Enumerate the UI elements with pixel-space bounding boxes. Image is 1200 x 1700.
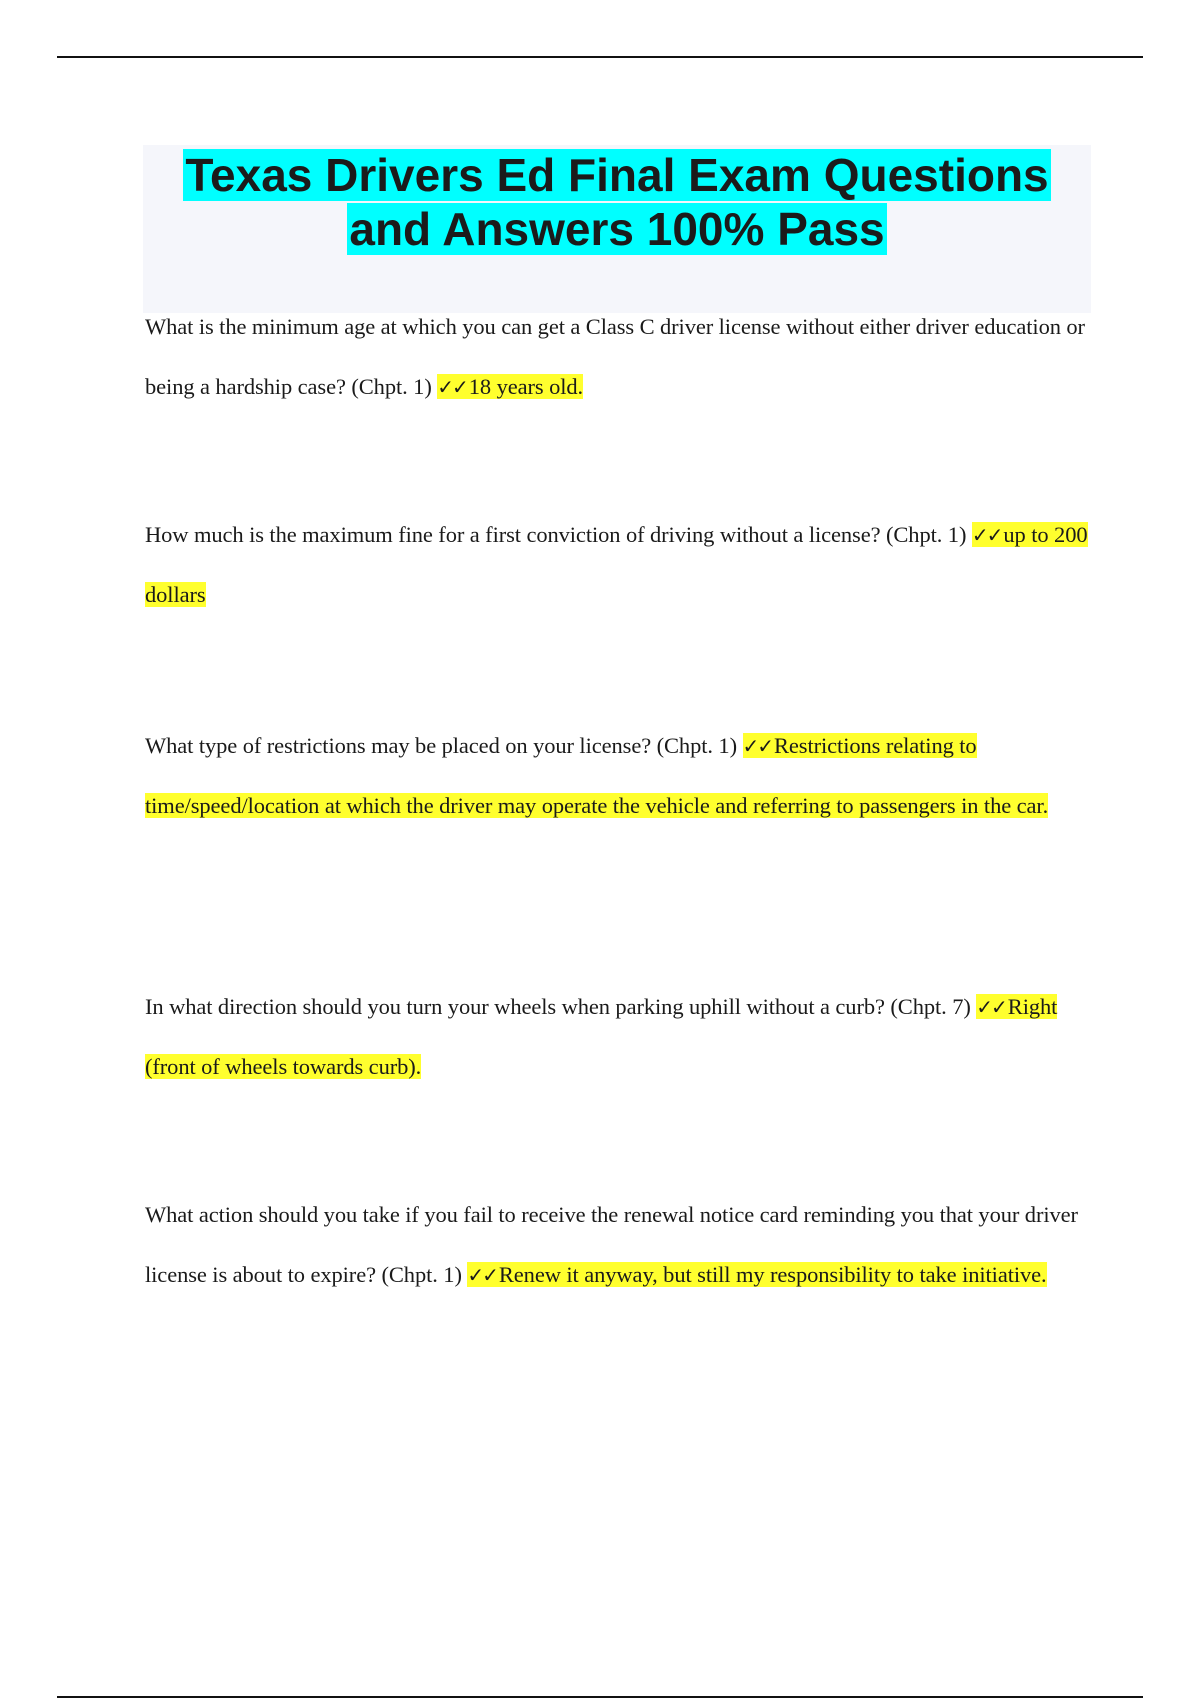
answer-text: Renew it anyway, but still my responsibility to take initiative. [498,1262,1047,1287]
answer-text: Restrictions relating to time/speed/location at which the driver may operate the vehicle and referring to passengers in the car. [145,733,1049,818]
top-rule [57,56,1143,58]
answer-text: up to 200 dollars [145,522,1088,607]
document-title [143,145,1091,256]
double-check-icon: ✓✓ [976,995,1006,1019]
double-check-icon: ✓✓ [437,375,467,399]
document-title-text: Texas Drivers Ed Final Exam Questions and Answers 100% Pass [185,149,1049,255]
answer-highlight [437,374,583,399]
question-text: What action should you take if you fail to receive the renewal notice card reminding you that your driver license is about to expire? (Chpt. 1) [145,1202,1078,1287]
question-text: In what direction should you turn your wheels when parking uphill without a curb? (Chpt. 7) [145,994,971,1019]
qa-item-2 [145,505,1090,625]
double-check-icon: ✓✓ [742,734,773,758]
qa-item-1 [145,297,1090,417]
qa-item-5 [145,1185,1090,1305]
bottom-rule [57,1696,1143,1698]
answer-highlight [467,1262,1046,1287]
question-text: How much is the maximum fine for a first conviction of driving without a license? (Chpt. 1) [145,522,967,547]
double-check-icon: ✓✓ [467,1263,497,1287]
title-block [143,145,1091,313]
qa-item-3 [145,716,1090,836]
answer-text: Right (front of wheels towards curb). [145,994,1058,1079]
question-text: What is the minimum age at which you can get a Class C driver license without either driver education or being a hardship case? (Chpt. 1) [145,314,1085,399]
double-check-icon: ✓✓ [971,523,1002,547]
question-text: What type of restrictions may be placed on your license? (Chpt. 1) [145,733,737,758]
answer-text: 18 years old. [468,374,584,399]
qa-item-4 [145,977,1090,1097]
